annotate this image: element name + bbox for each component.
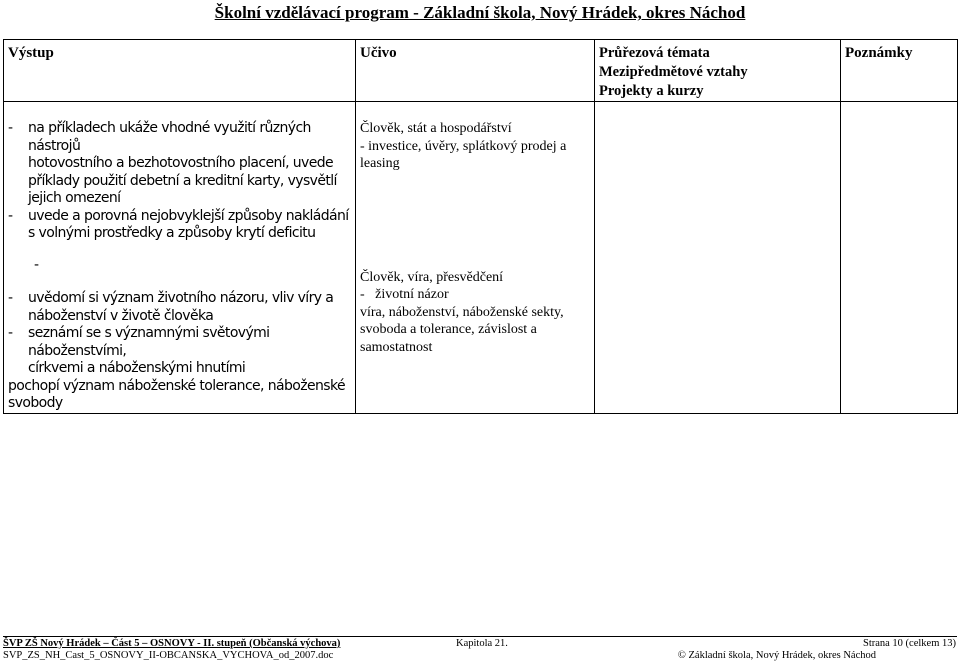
- outcomes-block-1: [4, 102, 355, 243]
- column-header-ucivo: Učivo: [356, 40, 595, 102]
- header-line-projekty: Projekty a kurzy: [599, 83, 704, 99]
- header-line-mezipredmetove: Mezipředmětové vztahy: [599, 64, 748, 80]
- text-line: s volnými prostředky a způsoby krytí deficitu: [28, 225, 316, 241]
- table-row: [4, 102, 958, 414]
- list-item: [4, 325, 355, 378]
- cross-curricular-cell: [595, 102, 841, 414]
- text-line: hotovostního a bezhotovostního placení, uvede: [28, 155, 334, 171]
- footer-left-title: ŠVP ZŠ Nový Hrádek – Část 5 – OSNOVY - II. stupeň (Občanská výchova): [3, 638, 341, 649]
- column-header-vystup: Výstup: [4, 40, 356, 102]
- document-title: Školní vzdělávací program - Základní škola, Nový Hrádek, okres Náchod: [214, 3, 746, 22]
- footer-page-number: Strana 10 (celkem 13): [862, 638, 956, 649]
- curriculum-block-1: [356, 102, 594, 173]
- column-header-prurezova-temata: [595, 40, 841, 102]
- curriculum-cell: [356, 102, 595, 414]
- curriculum-title: Člověk, víra, přesvědčení: [360, 269, 504, 285]
- footer-chapter: Kapitola 21.: [456, 638, 508, 649]
- list-dash: -: [8, 120, 13, 136]
- list-dash: -: [8, 325, 13, 341]
- list-item: [360, 286, 590, 304]
- column-header-poznamky: Poznámky: [841, 40, 958, 102]
- list-dash: -: [8, 207, 13, 224]
- outcomes-block-2: [4, 274, 355, 413]
- list-dash: -: [8, 290, 13, 306]
- table-header-row: [4, 40, 958, 102]
- curriculum-block-2: [356, 173, 594, 357]
- text-line: uvědomí si význam životního názoru, vliv víry a: [28, 290, 334, 306]
- list-dash: -: [360, 287, 365, 302]
- footer-divider: [3, 636, 957, 637]
- outcomes-cell: [4, 102, 356, 414]
- list-item: [4, 290, 355, 325]
- list-item: [4, 120, 355, 208]
- text-line: náboženství v životě člověka: [28, 307, 214, 324]
- text-line: jejich omezení: [28, 190, 121, 206]
- header-line-prurezova: Průřezová témata: [599, 45, 710, 61]
- text-line: samostatnost: [360, 339, 433, 355]
- curriculum-table: [3, 39, 958, 414]
- text-line: uvede a porovná nejobvyklejší způsoby nakládání: [28, 207, 349, 224]
- text-line: leasing: [360, 156, 400, 171]
- notes-cell: [841, 102, 958, 414]
- list-item: [4, 208, 355, 243]
- text-line: pochopí význam náboženské tolerance, náboženské: [8, 377, 346, 394]
- curriculum-title: Člověk, stát a hospodářství: [360, 121, 512, 136]
- footer-copyright: © Základní škola, Nový Hrádek, okres Náchod: [677, 650, 876, 661]
- text-line: - investice, úvěry, splátkový prodej a: [360, 138, 567, 154]
- text-line: seznámí se s významnými světovými náboženstvími,: [28, 325, 270, 359]
- text-line: svoboda a tolerance, závislost a: [360, 322, 537, 337]
- empty-dash: -: [34, 256, 39, 273]
- text-line: životní názor: [375, 287, 449, 302]
- text-line: církvemi a náboženskými hnutími: [28, 360, 246, 376]
- text-line: svobody: [8, 395, 63, 411]
- trailing-text: [4, 378, 355, 413]
- text-line: na příkladech ukáže vhodné využití různých nástrojů: [28, 120, 311, 154]
- text-line: příklady použití debetní a kreditní karty, vysvětlí: [28, 172, 337, 189]
- footer-filename: SVP_ZS_NH_Cast_5_OSNOVY_II-OBCANSKA_VYCHOVA_od_2007.doc: [3, 650, 334, 661]
- text-line: víra, náboženství, náboženské sekty,: [360, 304, 564, 320]
